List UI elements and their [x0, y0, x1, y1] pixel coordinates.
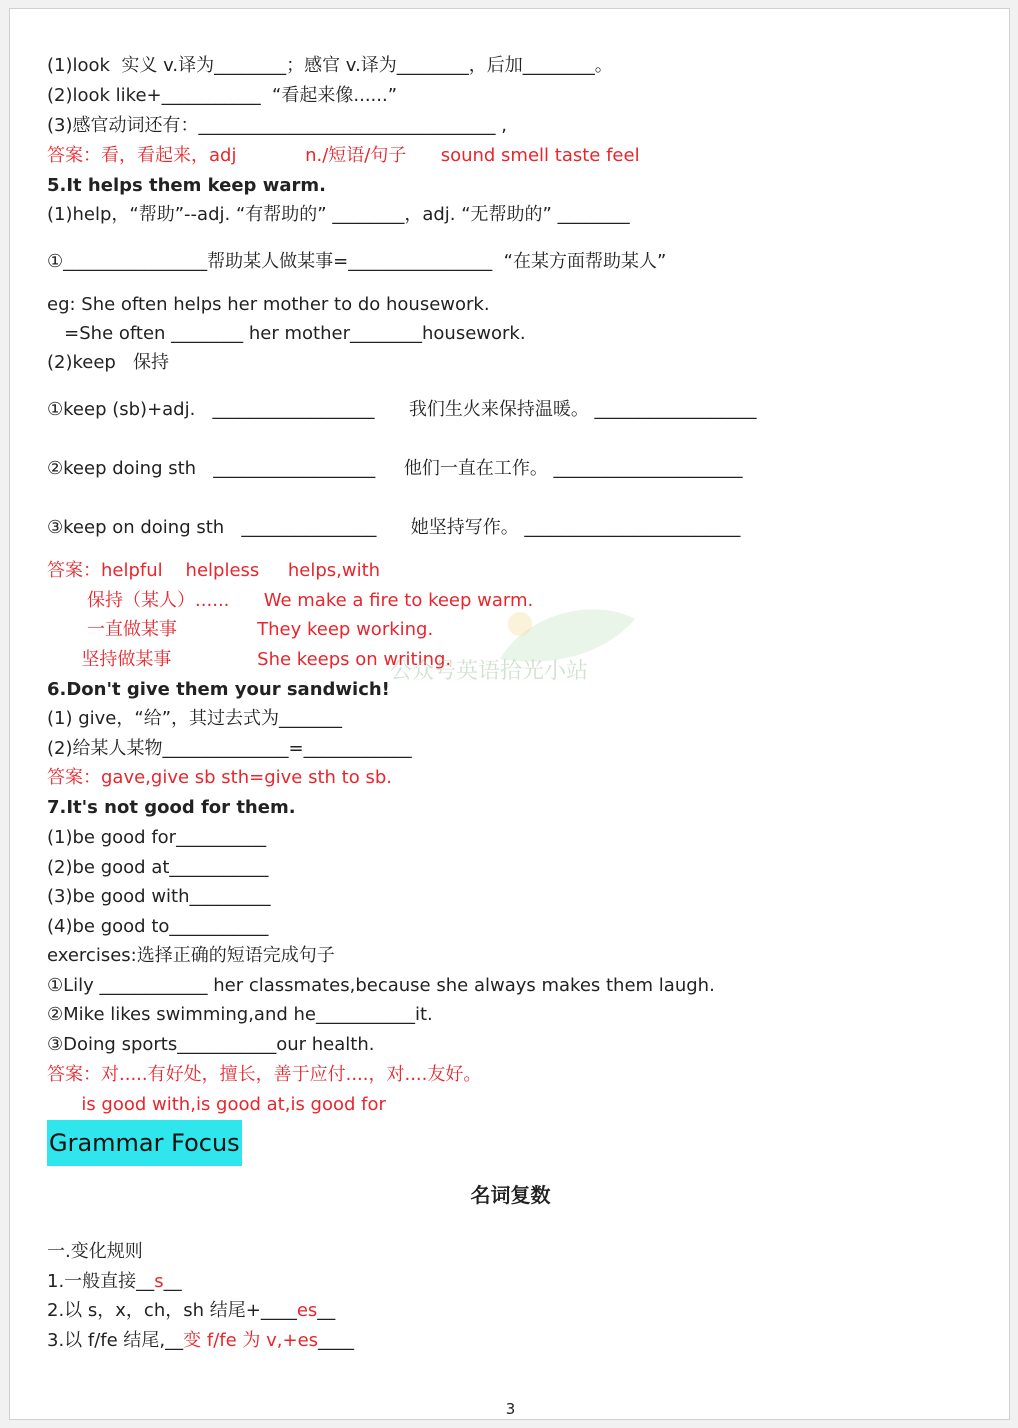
line-help-phrase: ①________________帮助某人做某事=________________ “在某方面帮助某人” — [47, 251, 667, 272]
exercises-heading: exercises:选择正确的短语完成句子 — [47, 945, 335, 966]
page-number: 3 — [505, 1400, 516, 1418]
line-good-with: (3)be good with_________ — [47, 886, 271, 907]
rule-3-text: 3.以 f/fe 结尾,__ — [47, 1330, 184, 1351]
section-6-heading: 6.Don't give them your sandwich! — [47, 679, 390, 700]
answer-line-7: 答案：对.....有好处，擅长，善于应付....，对....友好。 — [47, 1064, 482, 1085]
line-keep: (2)keep 保持 — [47, 352, 170, 373]
section-title: 名词复数 — [470, 1183, 551, 1207]
line-1: (1)look 实义 v.译为________；感官 v.译为________，后加________。 — [47, 55, 613, 76]
rule-3 — [47, 1329, 354, 1353]
answer-line-4: 一直做某事 They keep working. — [47, 619, 434, 640]
line-keep-3: ③keep on doing sth _______________ 她坚持写作。 ________________________ — [47, 517, 741, 538]
line-2: (2)look like+___________ “看起来像......” — [47, 85, 398, 106]
line-help: (1)help，“帮助”--adj. “有帮助的” ________，adj. “无帮助的” ________ — [47, 204, 630, 225]
rule-1-text: 1.一般直接__ — [47, 1271, 155, 1292]
answer-line-5: 坚持做某事 She keeps on writing. — [47, 649, 452, 670]
watermark: 公众号英语拾光小站 — [390, 659, 589, 684]
answer-line-3: 保持（某人）...... We make a fire to keep warm. — [47, 590, 534, 611]
line-good-at: (2)be good at___________ — [47, 857, 269, 878]
rule-3-end: ____ — [318, 1330, 355, 1351]
rule-2-answer: es — [296, 1300, 318, 1321]
rule-2-end: __ — [317, 1300, 336, 1321]
line-good-to: (4)be good to___________ — [47, 916, 269, 937]
rule-3-answer: 变 f/fe 为 v,+es — [183, 1330, 319, 1351]
exercise-3: ③Doing sports___________our health. — [47, 1034, 375, 1055]
line-give-phrase: (2)给某人某物______________=____________ — [47, 738, 412, 759]
exercise-2: ②Mike likes swimming,and he___________it. — [47, 1004, 433, 1025]
section-7-heading: 7.It's not good for them. — [47, 797, 296, 818]
answer-line-1: 答案：看，看起来，adj n./短语/句子 sound smell taste feel — [47, 145, 640, 166]
rules-heading: 一.变化规则 — [47, 1241, 143, 1262]
answer-line-6: 答案：gave,give sb sth=give sth to sb. — [47, 767, 392, 788]
line-keep-1: ①keep (sb)+adj. __________________ 我们生火来保持温暖。 __________________ — [47, 399, 757, 420]
rule-1 — [47, 1270, 182, 1294]
line-keep-2: ②keep doing sth __________________ 他们一直在工作。 _____________________ — [47, 458, 743, 479]
rule-2-text: 2.以 s，x，ch，sh 结尾+____ — [47, 1300, 297, 1321]
answer-line-8: is good with,is good at,is good for — [47, 1094, 386, 1115]
document-page — [9, 8, 1010, 1420]
rule-1-end: __ — [163, 1271, 182, 1292]
rule-2 — [47, 1299, 335, 1323]
rule-1-answer: s — [154, 1271, 164, 1292]
grammar-focus-banner — [47, 1120, 242, 1166]
answer-line-2: 答案：helpful helpless helps,with — [47, 560, 381, 581]
line-3: (3)感官动词还有：_________________________________ , — [47, 115, 507, 136]
line-eg-rewrite: =She often ________ her mother________housework. — [47, 323, 526, 344]
line-eg: eg: She often helps her mother to do housework. — [47, 294, 490, 315]
section-5-heading: 5.It helps them keep warm. — [47, 175, 326, 196]
line-good-for: (1)be good for__________ — [47, 827, 267, 848]
line-give: (1) give，“给”，其过去式为_______ — [47, 708, 343, 729]
grammar-focus-title: Grammar Focus — [49, 1129, 240, 1157]
exercise-1: ①Lily ____________ her classmates,because she always makes them laugh. — [47, 975, 715, 996]
